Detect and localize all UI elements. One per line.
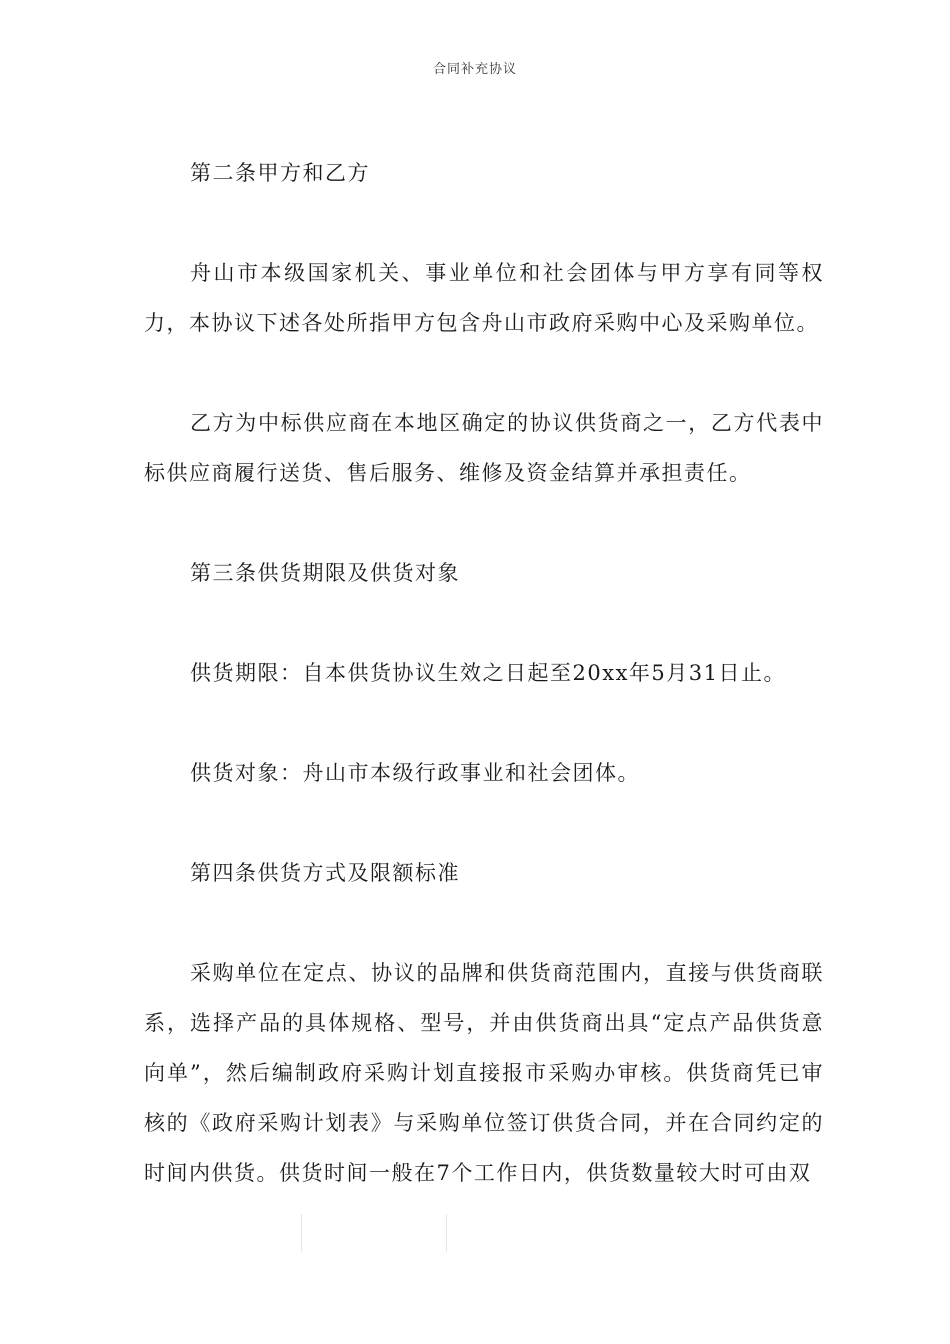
paragraph-supply-period: 供货期限：自本供货协议生效之日起至20xx年5月31日止。: [190, 661, 786, 685]
paragraph-supply-target: 供货对象：舟山市本级行政事业和社会团体。: [190, 761, 640, 785]
article-3-heading: 第三条供货期限及供货对象: [190, 561, 460, 585]
footer-divider-left: [301, 1214, 302, 1252]
page-header: 合同补充协议: [432, 62, 517, 77]
document-body: [144, 148, 824, 1198]
paragraph-supply-method: 采购单位在定点、协议的品牌和供货商范围内，直接与供货商联系，选择产品的具体规格、型号，并由供货商出具“定点产品供货意向单”，然后编制政府采购计划直接报市采购办审核。供货商凭已审核的《政府采购计划表》与采购单位签订供货合同，并在合同约定的时间内供货。供货时间一般在7个工作日内，供货数量较大时可由双: [144, 961, 824, 1185]
article-2-heading: 第二条甲方和乙方: [190, 161, 370, 185]
footer-divider-right: [446, 1214, 447, 1252]
paragraph-party-a: 舟山市本级国家机关、事业单位和社会团体与甲方享有同等权力，本协议下述各处所指甲方包含舟山市政府采购中心及采购单位。: [144, 261, 824, 335]
paragraph-party-b: 乙方为中标供应商在本地区确定的协议供货商之一，乙方代表中标供应商履行送货、售后服务、维修及资金结算并承担责任。: [144, 411, 824, 485]
article-4-heading: 第四条供货方式及限额标准: [190, 861, 460, 885]
